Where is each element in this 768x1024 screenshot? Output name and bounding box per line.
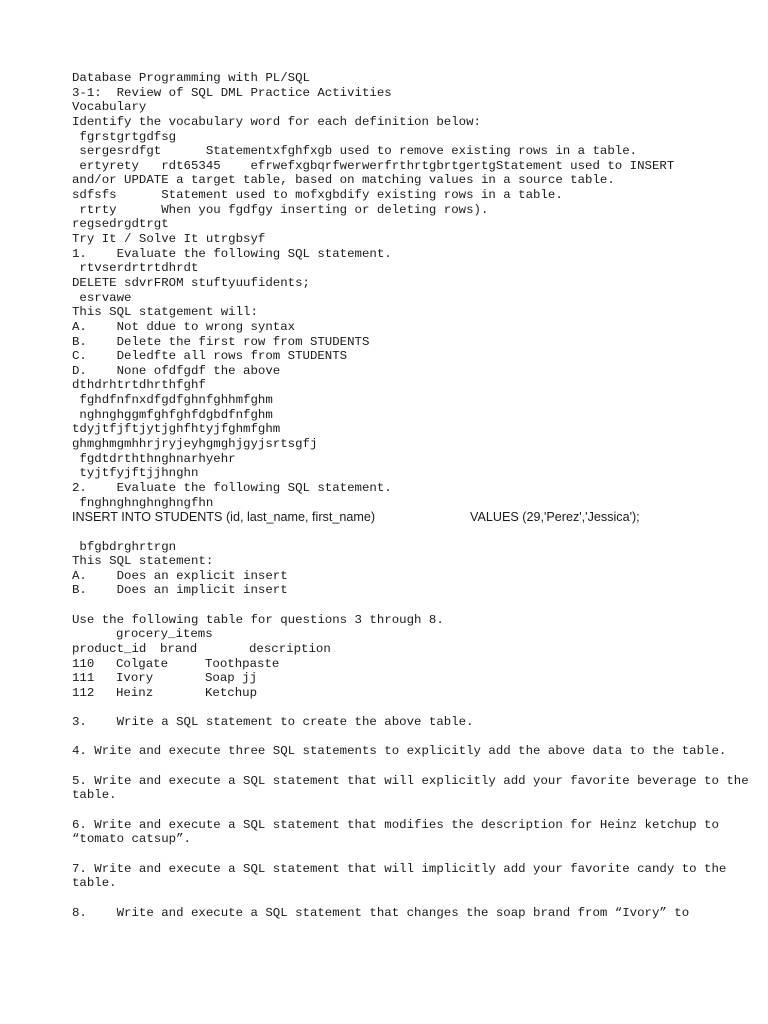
- question-2-line: This SQL statement:: [72, 554, 214, 569]
- question-2-option-b: B. Does an implicit insert: [72, 583, 288, 598]
- document-title: Database Programming with PL/SQL: [72, 71, 310, 85]
- table-name: grocery_items: [116, 627, 213, 642]
- spacer: [72, 730, 752, 745]
- question-2-option-a: A. Does an explicit insert: [72, 568, 288, 583]
- question-1-line: tyjtfyjftjjhnghn: [72, 466, 199, 481]
- question-2-line: 2. Evaluate the following SQL statement.: [72, 480, 392, 495]
- table-cell: Ketchup: [205, 685, 258, 700]
- table-cell: Heinz: [116, 685, 154, 700]
- table-cell: 111: [72, 671, 95, 686]
- question-1-line: ghmghmgmhhrjryjeyhgmghjgyjsrtsgfj: [72, 437, 318, 452]
- question-2-line: bfgbdrghrtrgn: [72, 539, 177, 554]
- question-1-option-b: B. Delete the first row from STUDENTS: [72, 334, 370, 349]
- question-1-line: tdyjtfjftjytjghfhtyjfghmfghm: [72, 422, 281, 437]
- insert-statement-columns: INSERT INTO STUDENTS (id, last_name, first_name): [72, 510, 376, 525]
- vocab-line: and/or UPDATE a target table, based on matching values in a source table.: [72, 173, 615, 188]
- document-subtitle: 3-1: Review of SQL DML Practice Activities: [72, 85, 392, 100]
- question-5: 5. Write and execute a SQL statement that will explicitly add your favorite beverage to the table.: [72, 773, 749, 803]
- table-header: brand: [160, 641, 198, 656]
- table-intro: Use the following table for questions 3 through 8.: [72, 612, 444, 627]
- vocabulary-heading: Vocabulary: [72, 100, 147, 115]
- vocab-line: fgrstgrtgdfsg: [72, 129, 177, 144]
- question-1-line: nghnghggmfghfghfdgbdfnfghm: [72, 407, 273, 422]
- question-3: 3. Write a SQL statement to create the above table.: [72, 715, 474, 730]
- question-2-line: fnghnghnghnghngfhn: [72, 495, 214, 510]
- table-cell: Ivory: [116, 671, 154, 686]
- question-1-option-d: D. None ofdfgdf the above: [72, 363, 281, 378]
- table-cell: 112: [72, 685, 95, 700]
- question-1-line: fghdfnfnxdfgdfghnfghhmfghm: [72, 393, 273, 408]
- spacer: [72, 701, 752, 716]
- table-name-row: [72, 627, 752, 642]
- vocab-line: sergesrdfgt Statementxfghfxgb used to remove existing rows in a table.: [72, 144, 638, 159]
- table-header: product_id: [72, 641, 147, 656]
- question-1-line: fgdtdrththnghnarhyehr: [72, 451, 236, 466]
- table-header: description: [249, 641, 331, 656]
- vocabulary-intro: Identify the vocabulary word for each definition below:: [72, 114, 481, 129]
- question-1-line: rtvserdrtrtdhrdt: [72, 261, 199, 276]
- vocab-line: ertyrety rdt65345 efrwefxgbqrfwerwerfrthrtgbrtgertgStatement used to INSERT: [72, 158, 675, 173]
- spacer: [72, 803, 752, 818]
- vocab-line: sdfsfs Statement used to mofxgbdify existing rows in a table.: [72, 188, 563, 203]
- table-cell: 110: [72, 656, 95, 671]
- document-body: [72, 71, 752, 920]
- question-1-option-a: A. Not ddue to wrong syntax: [72, 319, 296, 334]
- table-row: [72, 671, 752, 686]
- table-cell: Soap jj: [205, 671, 258, 686]
- spacer: [72, 598, 752, 613]
- question-7: 7. Write and execute a SQL statement that will implicitly add your favorite candy to the table.: [72, 861, 727, 891]
- try-it-heading: Try It / Solve It utrgbsyf: [72, 232, 266, 247]
- table-row: [72, 686, 752, 701]
- vocab-line: regsedrgdtrgt: [72, 217, 169, 232]
- spacer: [72, 525, 752, 540]
- question-4: 4. Write and execute three SQL statements to explicitly add the above data to the table.: [72, 744, 727, 759]
- table-cell: Toothpaste: [205, 656, 280, 671]
- spacer: [72, 891, 752, 906]
- insert-statement: [72, 510, 752, 525]
- table-header-row: [72, 642, 752, 657]
- question-1-line: esrvawe: [72, 290, 132, 305]
- spacer: [72, 847, 752, 862]
- question-1-line: dthdrhtrtdhrthfghf: [72, 378, 206, 393]
- question-1-line: This SQL statgement will:: [72, 305, 258, 320]
- spacer: [72, 759, 752, 774]
- question-1-option-c: C. Deledfte all rows from STUDENTS: [72, 349, 348, 364]
- table-row: [72, 657, 752, 672]
- question-1-line: 1. Evaluate the following SQL statement.: [72, 246, 392, 261]
- table-cell: Colgate: [116, 656, 169, 671]
- vocab-line: rtrty When you fgdfgy inserting or deleting rows).: [72, 202, 489, 217]
- insert-statement-values: VALUES (29,'Perez','Jessica');: [470, 510, 640, 525]
- question-8: 8. Write and execute a SQL statement that changes the soap brand from “Ivory” to: [72, 905, 690, 920]
- question-6: 6. Write and execute a SQL statement that modifies the description for Heinz ketchup to “tomato catsup”.: [72, 817, 719, 847]
- question-1-line: DELETE sdvrFROM stuftyuufidents;: [72, 275, 310, 290]
